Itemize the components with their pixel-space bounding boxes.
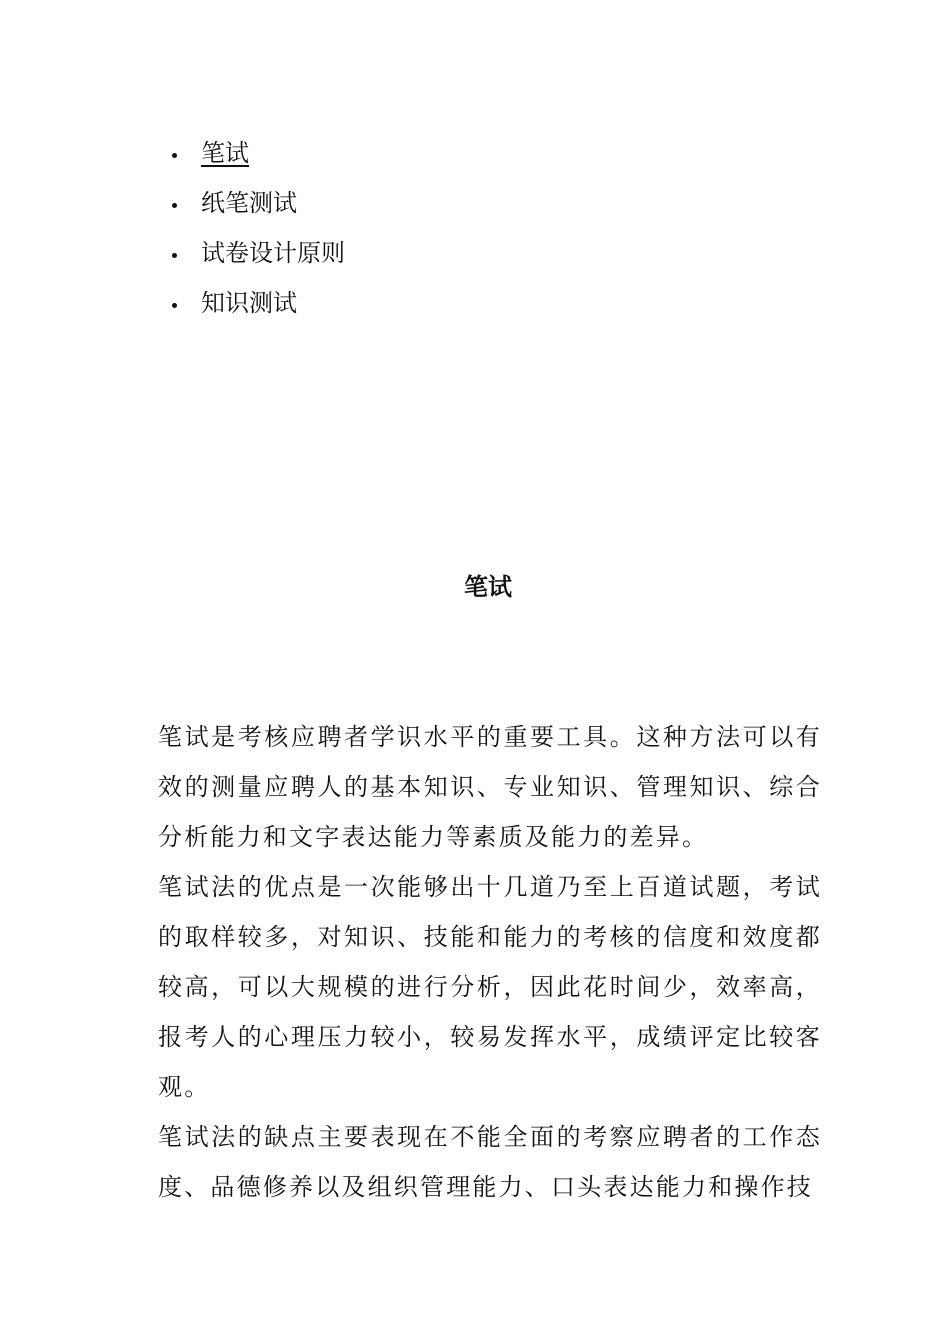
toc-item-bishi[interactable] <box>172 128 345 178</box>
toc-label-shijuan-sheji-yuanze: 试卷设计原则 <box>201 239 345 267</box>
toc-label-zhishi-ceshi: 知识测试 <box>201 289 297 317</box>
bullet-icon <box>172 203 177 208</box>
toc-link-bishi[interactable]: 笔试 <box>201 139 249 167</box>
bullet-icon <box>172 153 177 158</box>
toc-label-zhibi-ceshi: 纸笔测试 <box>201 189 297 217</box>
toc-item-shijuan-sheji-yuanze <box>172 228 345 278</box>
bullet-icon <box>172 303 177 308</box>
bullet-icon <box>172 253 177 258</box>
section-title: 笔试 <box>464 572 512 601</box>
section-body <box>158 712 822 1212</box>
toc-item-zhibi-ceshi <box>172 178 345 228</box>
table-of-contents <box>172 128 345 328</box>
paragraph-intro: 笔试是考核应聘者学识水平的重要工具。这种方法可以有效的测量应聘人的基本知识、专业知识、管理知识、综合分析能力和文字表达能力等素质及能力的差异。 <box>158 723 822 851</box>
paragraph-disadvantages: 笔试法的缺点主要表现在不能全面的考察应聘者的工作态度、品德修养以及组织管理能力、口头表达能力和操作技 <box>158 1123 822 1201</box>
paragraph-advantages: 笔试法的优点是一次能够出十几道乃至上百道试题，考试的取样较多，对知识、技能和能力的考核的信度和效度都较高，可以大规模的进行分析，因此花时间少，效率高，报考人的心理压力较小，较易发挥水平，成绩评定比较客观。 <box>158 873 822 1101</box>
toc-item-zhishi-ceshi <box>172 278 345 328</box>
